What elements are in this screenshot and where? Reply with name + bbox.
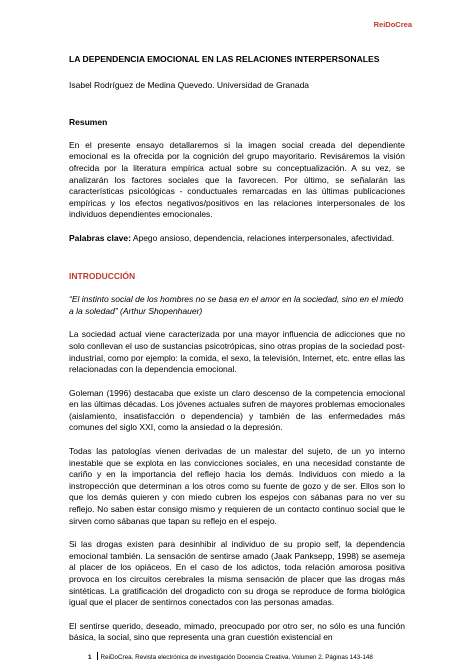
body-paragraph: La sociedad actual viene caracterizada por una mayor influencia de adicciones que no solo conllevan el uso de sustancias psicotrópicas, sino otras propias de la sociedad post-industrial, como por ejemplo: la comida, el sexo, la televisión, Internet, etc. entre ellas las relacionadas con la dependencia emocional. xyxy=(69,329,405,375)
abstract-text: En el presente ensayo detallaremos si la imagen social creada del dependiente emocional es la ofrecida por la cognición del grupo mayoritario. Revisáremos la visión ofrecida por la literatura empírica actual sobre su conceptualización. A su vez, se analizarán los factores sociales que la favorecen. Por último, se señalarán las características psicológicas - conductuales remarcadas en las últimas publicaciones empíricas y los efectos negativos/positivos en las relaciones interpersonales de los individuos dependientes emocionales. xyxy=(69,139,405,220)
epigraph-quote: “El instinto social de los hombres no se basa en el amor en la sociedad, sino en el miedo a la soledad” (Arthur Shopenhauer) xyxy=(69,294,404,316)
paper-body xyxy=(69,40,405,644)
abstract-heading: Resumen xyxy=(69,117,108,128)
footer-citation: ReiDoCrea. Revista electrónica de investigación Docencia Creativa. Volumen 2. Páginas 143-148 xyxy=(100,654,373,661)
intro-heading: INTRODUCCIÓN xyxy=(69,270,136,281)
body-paragraph: Si las drogas existen para desinhibir al individuo de su propio self, la dependencia emocional también. La sensación de sentirse amado (Jaak Panksepp, 1998) se asemeja al placer de los opiáceos. En el caso de los adictos, toda relación amorosa positiva provoca en los circuitos cerebrales la misma sensación de placer que las drogas más sintéticas. La gratificación del drogadicto con su droga se reproduce de forma biológica igual que el placer de sentirnos conectados con las personas amadas. xyxy=(69,539,405,608)
keywords xyxy=(69,233,405,245)
body-paragraph: Todas las patologías vienen derivadas de un malestar del sujeto, de un yo interno inestable que se explota en las convicciones sociales, en una necesidad constante de cariño y en la importancia del reflejo hacia los demás. Individuos con miedo a la instropección que determinan a los otros como su fuente de gozo y de ser. Ellos son lo que los demás quieren y con miedo cubren los espejos con sábanas para no ver su reflejo. No saben estar consigo mismo y requieren de un contacto continuo social que le sirven como sábanas que tapan su reflejo en el espejo. xyxy=(69,446,405,526)
paper-title: LA DEPENDENCIA EMOCIONAL EN LAS RELACIONES INTERPERSONALES xyxy=(69,54,380,64)
page-footer xyxy=(88,652,408,661)
keywords-text: Apego ansioso, dependencia, relaciones interpersonales, afectividad. xyxy=(132,232,395,243)
footer-divider xyxy=(97,652,98,660)
keywords-label: Palabras clave: xyxy=(69,232,131,243)
page-number: 1 xyxy=(88,654,92,661)
paper-authors: Isabel Rodríguez de Medina Quevedo. Universidad de Granada xyxy=(69,79,310,90)
body-paragraph: Goleman (1996) destacaba que existe un claro descenso de la competencia emocional en las últimas décadas. Los jóvenes actuales sufren de mayores problemas emocionales (aislamiento, insatisfacción o dependencia) y también de las enfermedades más comunes del siglo XXI, como la ansiedad o la depresión. xyxy=(69,387,405,433)
body-paragraph: El sentirse querido, deseado, mimado, preocupado por otro ser, no sólo es una función básica, la social, sino que representa una gran cuestión existencial en xyxy=(69,620,405,643)
journal-brand: ReiDoCrea xyxy=(373,20,412,29)
